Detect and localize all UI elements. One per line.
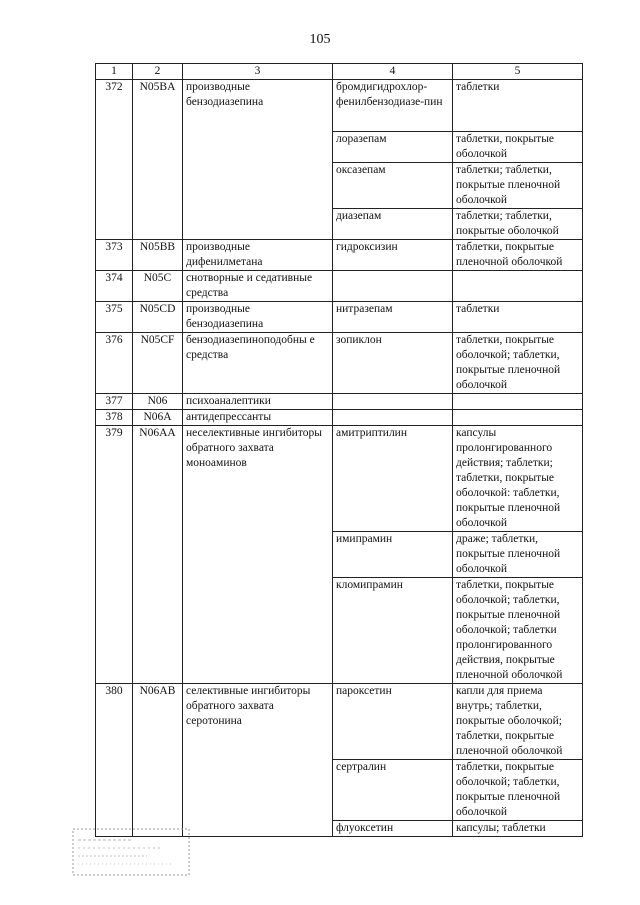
dosage-form: таблетки xyxy=(453,302,583,333)
table-row xyxy=(96,240,583,271)
table-row xyxy=(96,684,583,760)
dosage-form xyxy=(453,271,583,302)
column-header-3: 3 xyxy=(183,64,333,80)
column-header-2: 2 xyxy=(133,64,183,80)
drug-name: флуоксетин xyxy=(333,821,453,837)
drug-name: нитразепам xyxy=(333,302,453,333)
row-number: 379 xyxy=(96,426,133,684)
dosage-form: драже; таблетки, покрытые пленочной оболочкой xyxy=(453,532,583,578)
group-name: снотворные и седативные средства xyxy=(183,271,333,302)
drug-name: диазепам xyxy=(333,209,453,240)
stamp-mark xyxy=(72,826,190,878)
dosage-form: таблетки, покрытые оболочкой; таблетки, покрытые пленочной оболочкой xyxy=(453,333,583,394)
dosage-form: таблетки; таблетки, покрытые оболочкой xyxy=(453,209,583,240)
drug-name: гидроксизин xyxy=(333,240,453,271)
group-name: психоаналептики xyxy=(183,394,333,410)
group-name: селективные ингибиторы обратного захвата серотонина xyxy=(183,684,333,837)
drug-name: сертралин xyxy=(333,760,453,821)
drug-table xyxy=(95,63,583,837)
row-number: 374 xyxy=(96,271,133,302)
table-row xyxy=(96,271,583,302)
drug-name: имипрамин xyxy=(333,532,453,578)
dosage-form: таблетки, покрытые пленочной оболочкой xyxy=(453,240,583,271)
atc-code: N05C xyxy=(133,271,183,302)
group-name: бензодиазепиноподобны е средства xyxy=(183,333,333,394)
atc-code: N06AA xyxy=(133,426,183,684)
drug-name: амитриптилин xyxy=(333,426,453,532)
row-number: 376 xyxy=(96,333,133,394)
drug-name: бромдигидрохлор-фенилбензодиазе-пин xyxy=(333,80,453,132)
atc-code: N06 xyxy=(133,394,183,410)
atc-code: N05CD xyxy=(133,302,183,333)
row-number: 372 xyxy=(96,80,133,240)
dosage-form xyxy=(453,410,583,426)
column-header-4: 4 xyxy=(333,64,453,80)
row-number: 373 xyxy=(96,240,133,271)
atc-code: N05BB xyxy=(133,240,183,271)
dosage-form xyxy=(453,394,583,410)
row-number: 375 xyxy=(96,302,133,333)
group-name: производные бензодиазепина xyxy=(183,302,333,333)
row-number: 378 xyxy=(96,410,133,426)
table-row xyxy=(96,80,583,132)
atc-code: N06A xyxy=(133,410,183,426)
dosage-form: таблетки; таблетки, покрытые пленочной оболочкой xyxy=(453,163,583,209)
dosage-form: капли для приема внутрь; таблетки, покрытые оболочкой; таблетки, покрытые пленочной оболочкой xyxy=(453,684,583,760)
table-row xyxy=(96,410,583,426)
atc-code: N06AB xyxy=(133,684,183,837)
table-row xyxy=(96,394,583,410)
row-number: 377 xyxy=(96,394,133,410)
table-row xyxy=(96,302,583,333)
column-header-1: 1 xyxy=(96,64,133,80)
dosage-form: таблетки xyxy=(453,80,583,132)
atc-code: N05CF xyxy=(133,333,183,394)
dosage-form: таблетки, покрытые оболочкой xyxy=(453,132,583,163)
group-name: неселективные ингибиторы обратного захвата моноаминов xyxy=(183,426,333,684)
table-row xyxy=(96,426,583,532)
group-name: производные дифенилметана xyxy=(183,240,333,271)
column-header-5: 5 xyxy=(453,64,583,80)
drug-name: зопиклон xyxy=(333,333,453,394)
dosage-form: капсулы пролонгированного действия; таблетки; таблетки, покрытые оболочкой: таблетки, покрытые пленочной оболочкой xyxy=(453,426,583,532)
drug-name: пароксетин xyxy=(333,684,453,760)
atc-code: N05BA xyxy=(133,80,183,240)
group-name: антидепрессанты xyxy=(183,410,333,426)
dosage-form: таблетки, покрытые оболочкой; таблетки, покрытые пленочной оболочкой; таблетки пролонгированного действия, покрытые пленочной оболочкой xyxy=(453,578,583,684)
dosage-form: капсулы; таблетки xyxy=(453,821,583,837)
table-row xyxy=(96,333,583,394)
dosage-form: таблетки, покрытые оболочкой; таблетки, покрытые пленочной оболочкой xyxy=(453,760,583,821)
drug-name: кломипрамин xyxy=(333,578,453,684)
drug-name xyxy=(333,410,453,426)
drug-name: оксазепам xyxy=(333,163,453,209)
drug-name: лоразепам xyxy=(333,132,453,163)
page-number: 105 xyxy=(309,32,331,47)
row-number: 380 xyxy=(96,684,133,837)
group-name: производные бензодиазепина xyxy=(183,80,333,240)
drug-name xyxy=(333,394,453,410)
table-header-row xyxy=(96,64,583,80)
drug-name xyxy=(333,271,453,302)
